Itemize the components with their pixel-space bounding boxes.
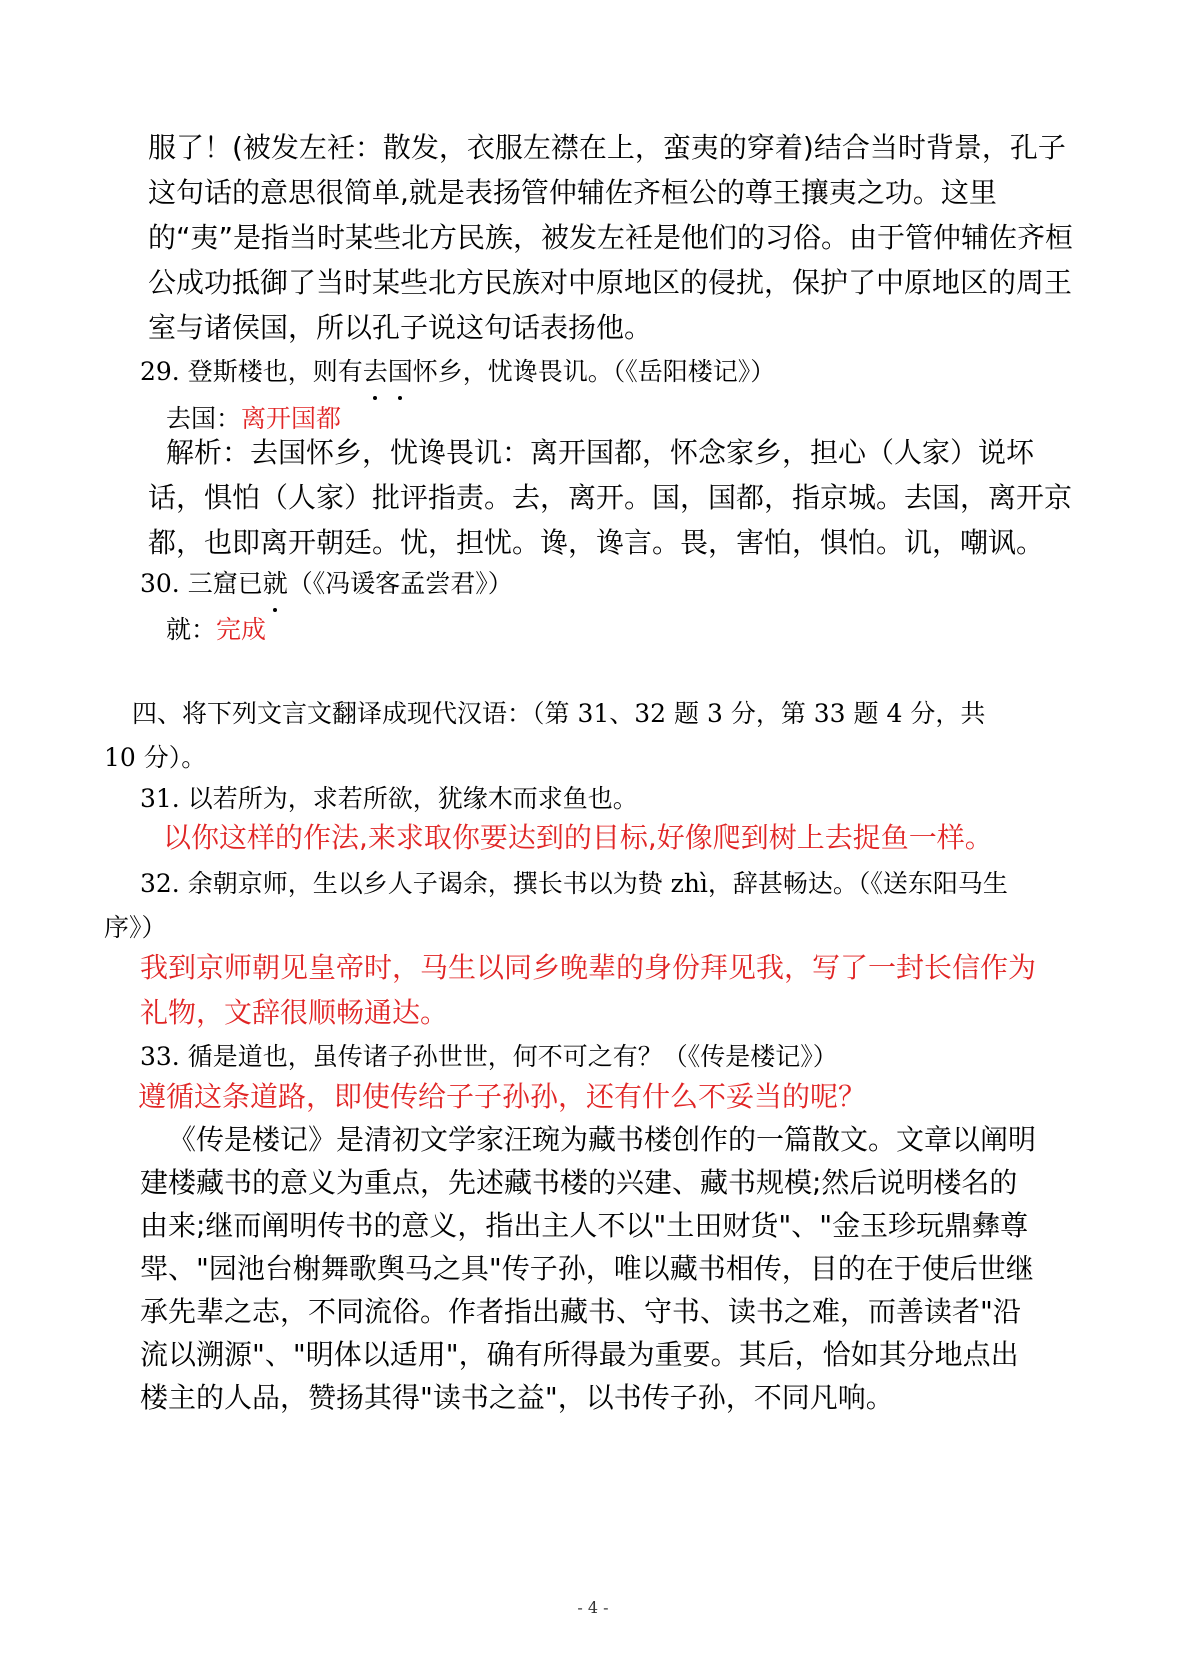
question-number: 30. xyxy=(140,569,180,598)
emphasized-char: 去 xyxy=(363,350,388,394)
question-31: 31. 以若所为，求若所欲，犹缘木而求鱼也。 xyxy=(140,784,638,813)
answer-30 xyxy=(166,608,266,652)
question-30 xyxy=(140,562,513,606)
question-text-prefix: 登斯楼也，则有 xyxy=(187,357,363,386)
emphasized-char: 国 xyxy=(388,350,413,394)
answer-label: 去国： xyxy=(166,404,242,433)
question-number: 29. xyxy=(140,357,180,386)
answer-32: 我到京师朝见皇帝时，马生以同乡晚辈的身份拜见我，写了一封长信作为礼物，文辞很顺畅通达。 xyxy=(140,951,1037,1029)
analysis-33: 《传是楼记》是清初文学家汪琬为藏书楼创作的一篇散文。文章以阐明建楼藏书的意义为重点，先述藏书楼的兴建、藏书规模;然后说明楼名的由来;继而阐明传书的意义，指出主人不以"土田财货"、"金玉珍玩鼎彝尊斝、"园池台榭舞歌舆马之具"传子孙，唯以藏书相传，目的在于使后世继承先辈之志，不同流俗。作者指出藏书、守书、读书之难，而善读者"沿流以溯源"、"明体以适用"，确有所得最为重要。其后，恰如其分地点出楼主的人品，赞扬其得"读书之益"，以书传子孙，不同凡响。 xyxy=(140,1123,1037,1414)
question-text-suffix: （《冯谖客孟尝君》） xyxy=(287,569,513,598)
analysis-29: 解析：去国怀乡，忧谗畏讥：离开国都，怀念家乡，担心（人家）说坏话，惧怕（人家）批评指责。去，离开。国，国都，指京城。去国，离开京都，也即离开朝廷。忧，担忧。谗，谗言。畏，害怕，惧怕。讥，嘲讽。 xyxy=(148,436,1073,559)
emphasized-char: 就 xyxy=(263,562,288,606)
answer-33: 遵循这条道路，即使传给子子孙孙，还有什么不妥当的呢？ xyxy=(138,1080,867,1113)
question-29 xyxy=(140,350,775,394)
question-text-prefix: 三窟已 xyxy=(187,569,263,598)
question-33: 33. 循是道也，虽传诸子孙世世，何不可之有？（《传是楼记》） xyxy=(140,1042,838,1071)
question-32: 32. 余朝京师，生以乡人子谒余，撰长书以为贽 zhì，辞甚畅达。（《送东阳马生序》） xyxy=(104,869,1008,942)
intro-paragraph: 服了！(被发左衽：散发，衣服左襟在上，蛮夷的穿着)结合当时背景，孔子这句话的意思很简单,就是表扬管仲辅佐齐桓公的尊王攘夷之功。这里的“夷”是指当时某些北方民族，被发左衽是他们的习俗。由于管仲辅佐齐桓公成功抵御了当时某些北方民族对中原地区的侵扰，保护了中原地区的周王室与诸侯国，所以孔子说这句话表扬他。 xyxy=(148,131,1074,344)
section-heading: 四、将下列文言文翻译成现代汉语：（第 31、32 题 3 分，第 33 题 4 分，共 10 分）。 xyxy=(104,699,986,772)
page-number: - 4 - xyxy=(577,1598,609,1617)
answer-text: 离开国都 xyxy=(241,404,342,433)
answer-31: 以你这样的作法,来求取你要达到的目标,好像爬到树上去捉鱼一样。 xyxy=(163,821,993,854)
question-text-suffix: 怀乡，忧谗畏讥。（《岳阳楼记》） xyxy=(412,357,776,386)
answer-text: 完成 xyxy=(216,615,267,644)
answer-label: 就： xyxy=(166,615,217,644)
